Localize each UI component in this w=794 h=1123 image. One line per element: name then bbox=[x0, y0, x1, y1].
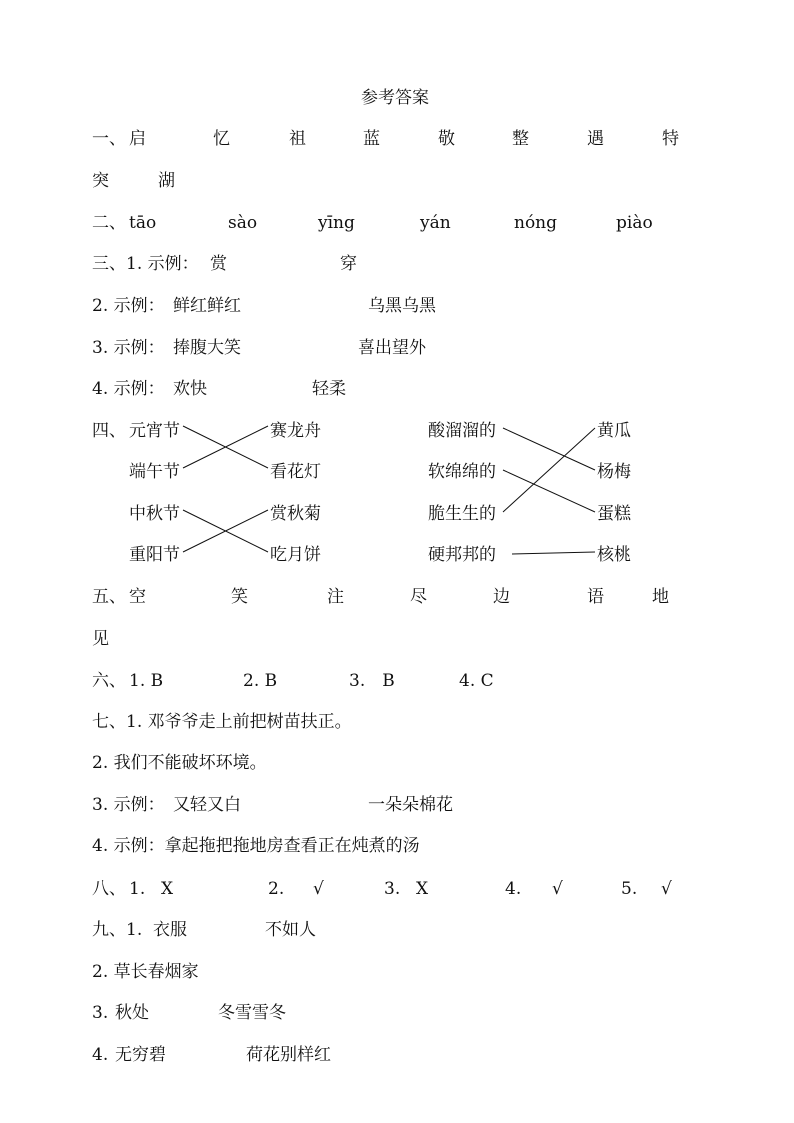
section-6-prefix: 六、 bbox=[92, 671, 126, 691]
festival-item: 端午节 bbox=[129, 462, 180, 482]
section-9-line-3-prefix: 3. bbox=[92, 1003, 109, 1023]
section-5-word: 边 bbox=[493, 587, 510, 607]
section-5-word: 见 bbox=[92, 629, 109, 649]
judgement-mark: √ bbox=[313, 879, 324, 899]
section-9-answer: 衣服 bbox=[153, 920, 187, 940]
judgement-number: 1. bbox=[129, 879, 146, 899]
food-item: 黄瓜 bbox=[597, 421, 631, 441]
custom-item: 吃月饼 bbox=[270, 545, 321, 565]
section-3-answer: 穿 bbox=[340, 254, 357, 274]
section-3-line-1-prefix: 三、1. 示例： bbox=[92, 254, 199, 274]
section-7-line-3-prefix: 3. 示例： bbox=[92, 795, 165, 815]
section-1-word: 启 bbox=[129, 129, 146, 149]
section-5-word: 地 bbox=[652, 587, 669, 607]
section-5-word: 注 bbox=[327, 587, 344, 607]
match-line bbox=[503, 470, 595, 512]
section-4-prefix: 四、 bbox=[92, 421, 126, 441]
section-9-answer: 荷花别样红 bbox=[246, 1045, 331, 1065]
section-1-word: 突 bbox=[92, 171, 109, 191]
pinyin-answer: sào bbox=[228, 213, 258, 233]
section-3-answer: 乌黑乌黑 bbox=[368, 296, 436, 316]
section-1-word: 忆 bbox=[213, 129, 230, 149]
section-5-prefix: 五、 bbox=[92, 587, 126, 607]
section-1-word: 湖 bbox=[158, 171, 175, 191]
section-7-answer: 又轻又白 bbox=[173, 795, 241, 815]
section-9-line-1-prefix: 九、1. bbox=[92, 920, 143, 940]
texture-item: 软绵绵的 bbox=[428, 462, 496, 482]
judgement-number: 4. bbox=[505, 879, 522, 899]
section-9-answer: 不如人 bbox=[265, 920, 316, 940]
section-9-answer: 无穷碧 bbox=[115, 1045, 166, 1065]
food-item: 杨梅 bbox=[597, 462, 631, 482]
pinyin-answer: yán bbox=[420, 213, 451, 233]
festival-item: 中秋节 bbox=[129, 504, 180, 524]
judgement-number: 2. bbox=[268, 879, 285, 899]
section-5-word: 语 bbox=[587, 587, 604, 607]
section-3-line-4-prefix: 4. 示例： bbox=[92, 379, 165, 399]
pinyin-answer: tāo bbox=[129, 213, 157, 233]
choice-answer: 2. B bbox=[243, 671, 278, 691]
section-8-prefix: 八、 bbox=[92, 879, 126, 899]
section-1-word: 敬 bbox=[438, 129, 455, 149]
judgement-mark: X bbox=[161, 879, 174, 899]
food-item: 核桃 bbox=[597, 545, 631, 565]
custom-item: 赛龙舟 bbox=[270, 421, 321, 441]
texture-item: 酸溜溜的 bbox=[428, 421, 496, 441]
judgement-number: 5. bbox=[621, 879, 638, 899]
section-7-line-1: 七、1. 邓爷爷走上前把树苗扶正。 bbox=[92, 712, 352, 732]
section-9-line-4-prefix: 4. bbox=[92, 1045, 109, 1065]
section-1-word: 祖 bbox=[289, 129, 306, 149]
section-7-line-2: 2. 我们不能破坏环境。 bbox=[92, 753, 267, 773]
custom-item: 看花灯 bbox=[270, 462, 321, 482]
section-7-answer: 一朵朵棉花 bbox=[368, 795, 453, 815]
judgement-mark: √ bbox=[552, 879, 563, 899]
section-3-answer: 欢快 bbox=[173, 379, 207, 399]
texture-item: 脆生生的 bbox=[428, 504, 496, 524]
section-5-word: 笑 bbox=[231, 587, 248, 607]
section-2-prefix: 二、 bbox=[92, 213, 126, 233]
custom-item: 赏秋菊 bbox=[270, 504, 321, 524]
section-9-line-2: 2. 草长春烟家 bbox=[92, 962, 199, 982]
match-line bbox=[503, 428, 595, 512]
section-1-word: 特 bbox=[662, 129, 679, 149]
section-7-line-4: 4. 示例：拿起拖把拖地房查看正在炖煮的汤 bbox=[92, 836, 420, 856]
section-3-line-2-prefix: 2. 示例： bbox=[92, 296, 165, 316]
section-3-answer: 鲜红鲜红 bbox=[173, 296, 241, 316]
section-3-answer: 轻柔 bbox=[312, 379, 346, 399]
section-3-answer: 喜出望外 bbox=[358, 338, 426, 358]
section-3-answer: 捧腹大笑 bbox=[173, 338, 241, 358]
pinyin-answer: yīng bbox=[318, 213, 355, 233]
page-title: 参考答案 bbox=[361, 88, 429, 108]
section-9-answer: 秋处 bbox=[115, 1003, 149, 1023]
choice-answer: 4. C bbox=[459, 671, 494, 691]
choice-answer: 1. B bbox=[129, 671, 164, 691]
section-5-word: 尽 bbox=[410, 587, 427, 607]
judgement-number: 3. bbox=[384, 879, 401, 899]
texture-item: 硬邦邦的 bbox=[428, 545, 496, 565]
match-line bbox=[512, 552, 595, 554]
section-1-word: 整 bbox=[512, 129, 529, 149]
festival-item: 重阳节 bbox=[129, 545, 180, 565]
pinyin-answer: piào bbox=[616, 213, 653, 233]
judgement-mark: √ bbox=[661, 879, 672, 899]
match-line bbox=[503, 428, 595, 470]
section-3-answer: 赏 bbox=[210, 254, 227, 274]
section-1-word: 遇 bbox=[587, 129, 604, 149]
section-1-word: 蓝 bbox=[363, 129, 380, 149]
section-1-prefix: 一、 bbox=[92, 129, 126, 149]
section-5-word: 空 bbox=[129, 587, 146, 607]
festival-item: 元宵节 bbox=[129, 421, 180, 441]
section-3-line-3-prefix: 3. 示例： bbox=[92, 338, 165, 358]
pinyin-answer: nóng bbox=[514, 213, 558, 233]
choice-answer: 3. B bbox=[349, 671, 395, 691]
section-9-answer: 冬雪雪冬 bbox=[218, 1003, 286, 1023]
judgement-mark: X bbox=[416, 879, 429, 899]
food-item: 蛋糕 bbox=[597, 504, 631, 524]
